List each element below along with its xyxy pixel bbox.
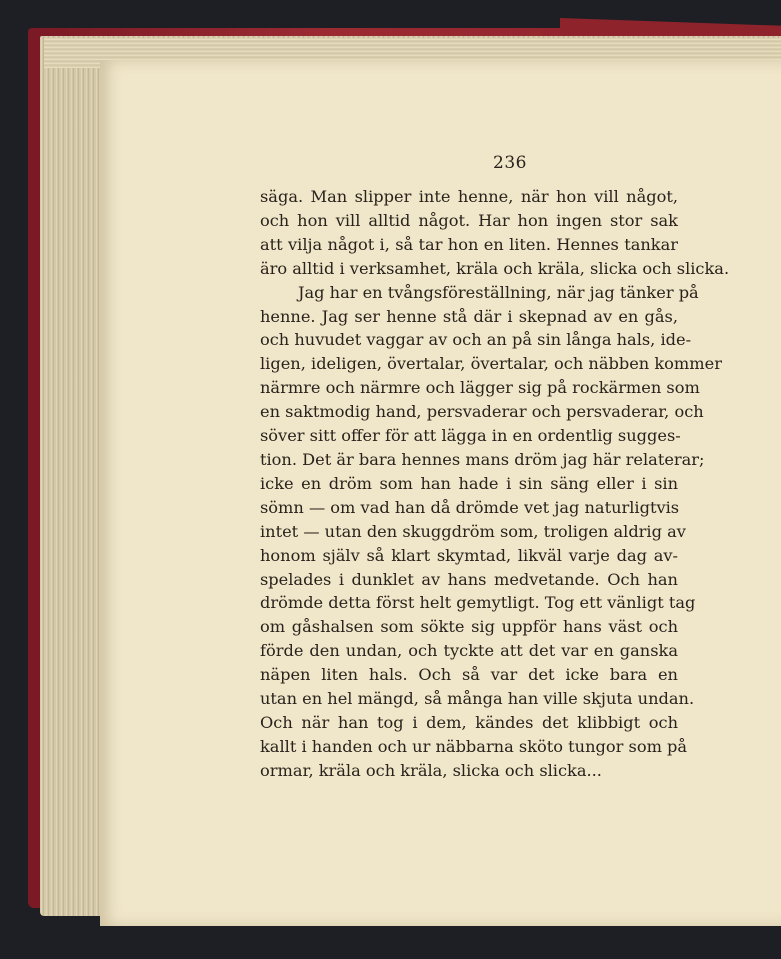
page-text-block [260,153,780,783]
book-page [100,60,781,926]
text-line: drömde detta först helt gemytligt. Tog ett vänligt tag [260,593,696,613]
text-line: närmre och närmre och lägger sig på rockärmen som [260,378,700,398]
text-line: ormar, kräla och kräla, slicka och slicka... [260,760,602,780]
text-line: tion. Det är bara hennes mans dröm jag här relaterar; [260,449,705,469]
text-line: att vilja något i, så tar hon en liten. Hennes tankar [260,234,678,254]
text-line: förde den undan, och tyckte att det var en ganska [260,641,678,661]
text-line: säga. Man slipper inte henne, när hon vill något, [260,187,678,206]
text-line: Och när han tog i dem, kändes det klibbigt och [260,712,678,732]
text-line: kallt i handen och ur näbbarna sköto tungor som på [260,736,688,756]
text-line: intet — utan den skuggdröm som, troligen aldrig av [260,521,686,541]
text-line: och huvudet vaggar av och an på sin långa hals, ide- [260,330,692,350]
text-line: henne. Jag ser henne stå där i skepnad av en gås, [260,306,678,326]
text-line: icke en dröm som han hade i sin säng eller i sin [260,473,678,493]
text-line: spelades i dunklet av hans medvetande. Och han [260,569,678,589]
text-line: söver sitt offer för att lägga in en ordentlig sugges- [260,426,681,446]
text-line: utan en hel mängd, så många han ville skjuta undan. [260,689,695,709]
text-line: näpen liten hals. Och så var det icke bara en [260,665,678,685]
text-line: honom själv så klart skymtad, likväl varje dag av- [260,545,678,565]
text-line: om gåshalsen som sökte sig uppför hans väst och [260,617,678,637]
text-line: en saktmodig hand, persvaderar och persvaderar, och [260,402,704,422]
page-number: 236 [493,153,527,173]
text-line: äro alltid i verksamhet, kräla och kräla, slicka och slicka. [260,258,730,278]
text-line: ligen, ideligen, övertalar, övertalar, och näbben kommer [260,354,722,374]
text-line: sömn — om vad han då drömde vet jag naturligtvis [260,497,680,517]
text-line: och hon vill alltid något. Har hon ingen stor sak [260,210,678,230]
text-line: Jag har en tvångsföreställning, när jag tänker på [298,282,699,302]
